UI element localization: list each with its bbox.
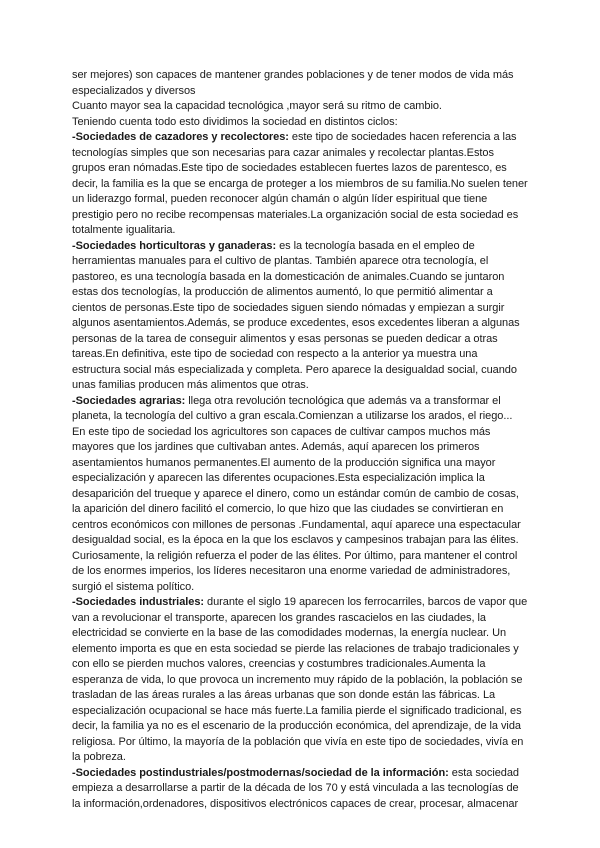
paragraph-cycles-intro bbox=[72, 115, 528, 131]
paragraph-industrial bbox=[72, 595, 528, 766]
paragraph-text: este tipo de sociedades hacen referencia a las tecnologías simples que son necesarias para cazar animales y recolectar plantas.Estos grupos eran nómadas.Este tipo de sociedades establecen fuertes lazos de parentesco, es decir, la familia es la que se encarga de proteger a los miembros de su familia.No suelen tener un liderazgo formal, pueden reconocer algún chamán o algún líder espiritual que tiene prestigio pero no recibe recompensas materiales.La organización social de esta sociedad es totalmente igualitaria. bbox=[72, 131, 528, 236]
section-heading-agrarian: -Sociedades agrarias: bbox=[72, 394, 186, 407]
paragraph-horticultural bbox=[72, 239, 528, 394]
paragraph-text: Cuanto mayor sea la capacidad tecnológica ,mayor será su ritmo de cambio. bbox=[72, 100, 442, 112]
section-heading-postindustrial: -Sociedades postindustriales/postmodernas/sociedad de la información: bbox=[72, 766, 449, 779]
paragraph-text: durante el siglo 19 aparecen los ferrocarriles, barcos de vapor que van a revolucionar el transporte, aparecen los grandes rascacielos en las ciudades, la electricidad se convierte en la base de las comodidades modernas, la energía nuclear. Un elemento importa es que en esta sociedad se pierde las relaciones de trabajo tradicionales y con ello se pierden muchos valores, creencias y costumbres tradicionales.Aumenta la esperanza de vida, lo que provoca un incremento muy rápido de la población, la población se trasladan de las áreas rurales a las áreas urbanas que son donde están las fábricas. La especialización ocupacional se hace más fuerte.La familia pierde el significado tradicional, es decir, la familia ya no es el escenario de la producción económica, del aprendizaje, de la vida religiosa. Por último, la mayoría de la población que vivía en este tipo de sociedades, vivía en la pobreza. bbox=[72, 596, 528, 763]
section-heading-hunter-gatherer: -Sociedades de cazadores y recolectores: bbox=[72, 131, 289, 143]
paragraph-text: llega otra revolución tecnológica que además va a transformar el planeta, la tecnología del cultivo a gran escala.Comienzan a utilizarse los arados, el riego... En este tipo de sociedad los agricultores son capaces de cultivar campos muchos más mayores que los jardines que cultivaban antes. Además, aquí aparecen los primeros asentamientos humanos permanentes.El aumento de la producción significa una mayor especialización y aparecen las diferentes ocupaciones.Esta especialización implica la desaparición del trueque y aparece el dinero, como un estándar común de cambio de cosas, la aparición del dinero facilitó el comercio, lo que hizo que las ciudades se convirtieran en centros económicos con millones de personas .Fundamental, aquí aparece una espectacular desigualdad social, es la época en la que los esclavos y campesinos trabajan para las élites. Curiosamente, la religión refuerza el poder de las élites. Por último, para mantener el control de los enormes imperios, los líderes necesitaron una enorme variedad de administradores, surgió el sistema político. bbox=[72, 394, 521, 593]
paragraph-hunter-gatherer bbox=[72, 130, 528, 239]
paragraph-agrarian bbox=[72, 394, 528, 596]
section-heading-industrial: -Sociedades industriales: bbox=[72, 596, 205, 608]
paragraph-text: ser mejores) son capaces de mantener grandes poblaciones y de tener modos de vida más especializados y diversos bbox=[72, 69, 514, 97]
paragraph-postindustrial bbox=[72, 766, 528, 813]
paragraph-text: Teniendo cuenta todo esto dividimos la sociedad en distintos ciclos: bbox=[72, 115, 398, 128]
paragraph-intro-continuation bbox=[72, 68, 528, 99]
section-heading-horticultural: -Sociedades horticultoras y ganaderas: bbox=[72, 239, 277, 252]
paragraph-text: esta sociedad empieza a desarrollarse a partir de la década de los 70 y está vinculada a las tecnologías de la información,ordenadores, dispositivos electrónicos capaces de crear, procesar, almacenar bbox=[72, 766, 519, 810]
paragraph-text: es la tecnología basada en el empleo de herramientas manuales para el cultivo de plantas. También aparece otra tecnología, el pastoreo, es una tecnología basada en la domesticación de animales.Cuando se juntaron estas dos tecnologías, la producción de alimentos aumentó, lo que permitió alimentar a cientos de personas.Este tipo de sociedades siguen siendo nómadas y empiezan a surgir algunos asentamientos.Además, se produce excedentes, esos excedentes liberan a algunas personas de la tarea de conseguir alimentos y esas personas se pueden dedicar a otras tareas.En definitiva, este tipo de sociedad con respecto a la anterior ya muestra una estructura social más especializada y completa. Pero aparece la desigualdad social, cuando unas familias producen más alimentos que otras. bbox=[72, 239, 520, 391]
paragraph-technology-capacity bbox=[72, 99, 528, 115]
